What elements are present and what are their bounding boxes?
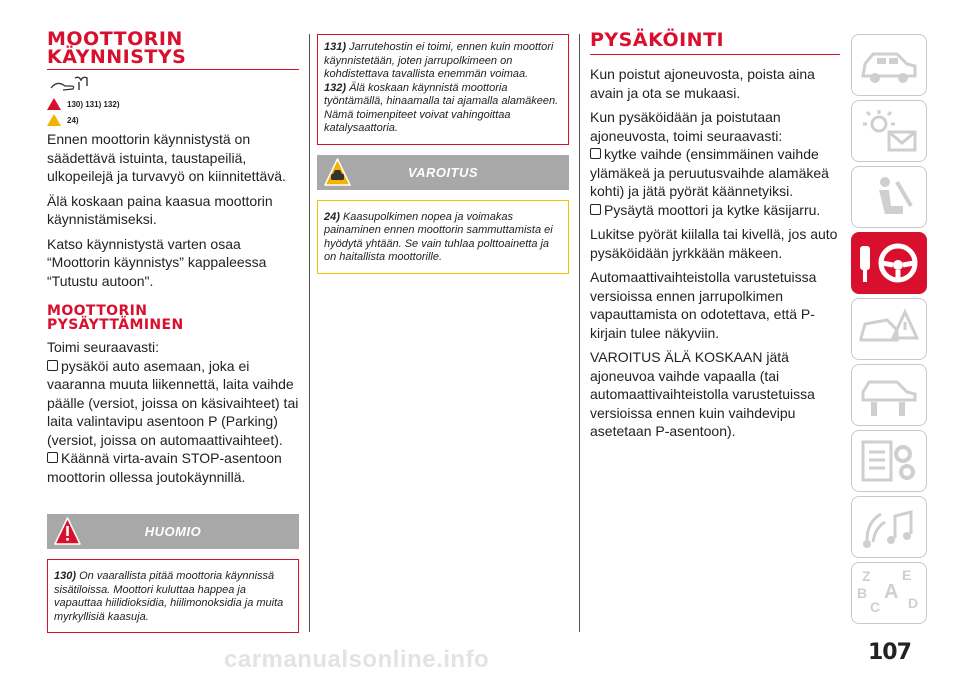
warning-ref-row (47, 98, 299, 110)
chapter-safety-tab[interactable] (851, 166, 927, 228)
paragraph: Katso käynnistystä varten osaa “Moottorin käynnistys” kappaleessa “Tutustu autoon". (47, 235, 267, 289)
note-text: Älä koskaan käynnistä moottoria työntämällä, hinaamalla tai ajamalla alamäkeen. Nämä toimenpiteet voivat vahingoittaa katalysaattoria. (324, 81, 559, 134)
note-number: 130) (54, 570, 77, 582)
chapter-emergency-tab[interactable] (851, 298, 927, 360)
index-letter: B (857, 585, 868, 601)
paragraph: Ennen moottorin käynnistystä on säädettävä istuinta, taustapeiliä, ulkopeilejä ja turvavyö on kiinnitettävä. (47, 131, 286, 184)
checkbox-bullet-icon (47, 360, 58, 371)
caution-refs: 24) (67, 115, 79, 125)
list-item (590, 201, 840, 220)
watermark: carmanualsonline.info (224, 646, 490, 673)
chapter-multimedia-tab[interactable] (851, 496, 927, 558)
warning-note-box (47, 559, 299, 633)
list-item-text: Pysäytä moottori ja kytke käsijarru. (604, 201, 821, 218)
caution-car-badge-icon (323, 157, 352, 188)
note-number: 131) (324, 41, 347, 53)
caution-note-box (317, 200, 569, 274)
seat-airbag-icon (857, 172, 921, 222)
caution-label: VAROITUS (407, 164, 479, 180)
checkbox-bullet-icon (590, 148, 601, 159)
multimedia-icon (857, 502, 921, 552)
warning-label: HUOMIO (144, 524, 202, 539)
index-letter: C (870, 599, 881, 615)
caution-ref-row (47, 114, 299, 126)
paragraph: Lukitse pyörät kiilalla tai kivellä, jos auto pysäköidään jyrkkään mäkeen. (590, 226, 838, 261)
checkbox-bullet-icon (47, 452, 58, 463)
list-item-text: pysäköi auto asemaan, joka ei vaaranna muuta liikennettä, laita vaihde päälle (versiot, joissa on käsivaihteet) tai laita valintavipu asentoon P (Parking) (versiot, joissa on automaattivaihteet). (47, 357, 299, 448)
note-number: 24) (324, 210, 340, 223)
warning-note-box-continued (317, 34, 569, 145)
list-item (47, 449, 299, 486)
subsection-title-engine-stop (47, 304, 299, 332)
section-title-parking: PYSÄKÖINTI (590, 31, 840, 55)
document-gears-icon (857, 436, 921, 486)
index-letter: Z (862, 568, 871, 584)
list-item-text: kytke vaihde (ensimmäinen vaihde ylämäkeä ja peruutusvaihde alamäkeä kohti) ja jätä pyörät käännetyiksi. (590, 146, 829, 199)
caution-triangle-icon (47, 114, 61, 126)
note-text: On vaarallista pitää moottoria käynnissä sisätiloissa. Moottori kuluttaa happea ja vapauttaa hiilidioksidia, hiilimonoksidia ja muita myrkyllisiä kaasuja. (54, 570, 284, 623)
chapter-maintenance-tab[interactable] (851, 364, 927, 426)
list-item-text: Käännä virta-avain STOP-asentoon moottorin ollessa joutokäynnillä. (47, 450, 282, 485)
title-line-1: MOOTTORIN (47, 28, 183, 50)
eco-hand-icon (49, 74, 299, 94)
chapter-technical-data-tab[interactable] (851, 430, 927, 492)
car-lift-icon (857, 370, 921, 420)
index-letter: E (902, 567, 912, 583)
column-1 (47, 30, 299, 633)
caution-bar (317, 155, 569, 190)
chapter-index-tab[interactable] (851, 562, 927, 624)
key-steering-wheel-icon (856, 238, 922, 288)
index-letter: A (884, 581, 899, 603)
chapter-nav (851, 34, 927, 628)
list-item (590, 145, 840, 201)
subtitle-line-1: MOOTTORIN (47, 303, 148, 319)
chapter-dashboard-tab[interactable] (851, 34, 927, 96)
warning-refs: 130) 131) 132) (67, 99, 120, 109)
column-3 (590, 31, 840, 447)
warning-bar (47, 514, 299, 549)
car-warning-icon (857, 304, 921, 354)
paragraph: Automaattivaihteistolla varustetuissa versioissa ennen jarrupolkimen vapauttamista on odotettava, että P-kirjain tulee näkyviin. (590, 269, 817, 341)
list-item (47, 357, 299, 450)
column-divider-2 (579, 34, 580, 632)
note-text: Kaasupolkimen nopea ja voimakas painaminen ennen moottorin sammuttamista ei hyödytä yhtään. Se vain tuhlaa polttoainetta ja on haitallista moottorille. (324, 210, 553, 263)
chapter-lights-messages-tab[interactable] (851, 100, 927, 162)
chapter-starting-driving-tab[interactable] (851, 232, 927, 294)
warning-triangle-icon (47, 98, 61, 110)
paragraph: Älä koskaan paina kaasua moottorin käynnistämiseksi. (47, 192, 273, 227)
paragraph: Toimi seuraavasti: (47, 339, 160, 355)
column-divider-1 (309, 34, 310, 632)
subtitle-line-2: PYSÄYTTÄMINEN (47, 317, 184, 333)
paragraph: Kun pysäköidään ja poistutaan ajoneuvosta, toimi seuraavasti: (590, 109, 783, 144)
warning-badge-icon (53, 516, 82, 547)
note-number: 132) (324, 81, 347, 94)
section-title-engine-start (47, 30, 299, 70)
lights-envelope-icon (857, 106, 921, 156)
car-dashboard-icon (857, 42, 921, 88)
title-line-2: KÄYNNISTYS (47, 46, 187, 68)
checkbox-bullet-icon (590, 204, 601, 215)
note-text: Jarrutehostin ei toimi, ennen kuin moottori käynnistetään, joten jarrupolkimeen on kohdistettava tavallista enemmän voimaa. (324, 41, 554, 80)
page-number: 107 (868, 640, 911, 665)
column-2 (317, 34, 569, 274)
paragraph: VAROITUS ÄLÄ KOSKAAN jätä ajoneuvoa vaihde vapaalla (tai automaattivaihteistolla varustetuissa versioissa ennen kuin vaihdevipu asetetaan P-asentoon). (590, 349, 815, 439)
paragraph: Kun poistut ajoneuvosta, poista aina avain ja ota se mukaasi. (590, 66, 815, 101)
index-letter: D (908, 595, 919, 611)
